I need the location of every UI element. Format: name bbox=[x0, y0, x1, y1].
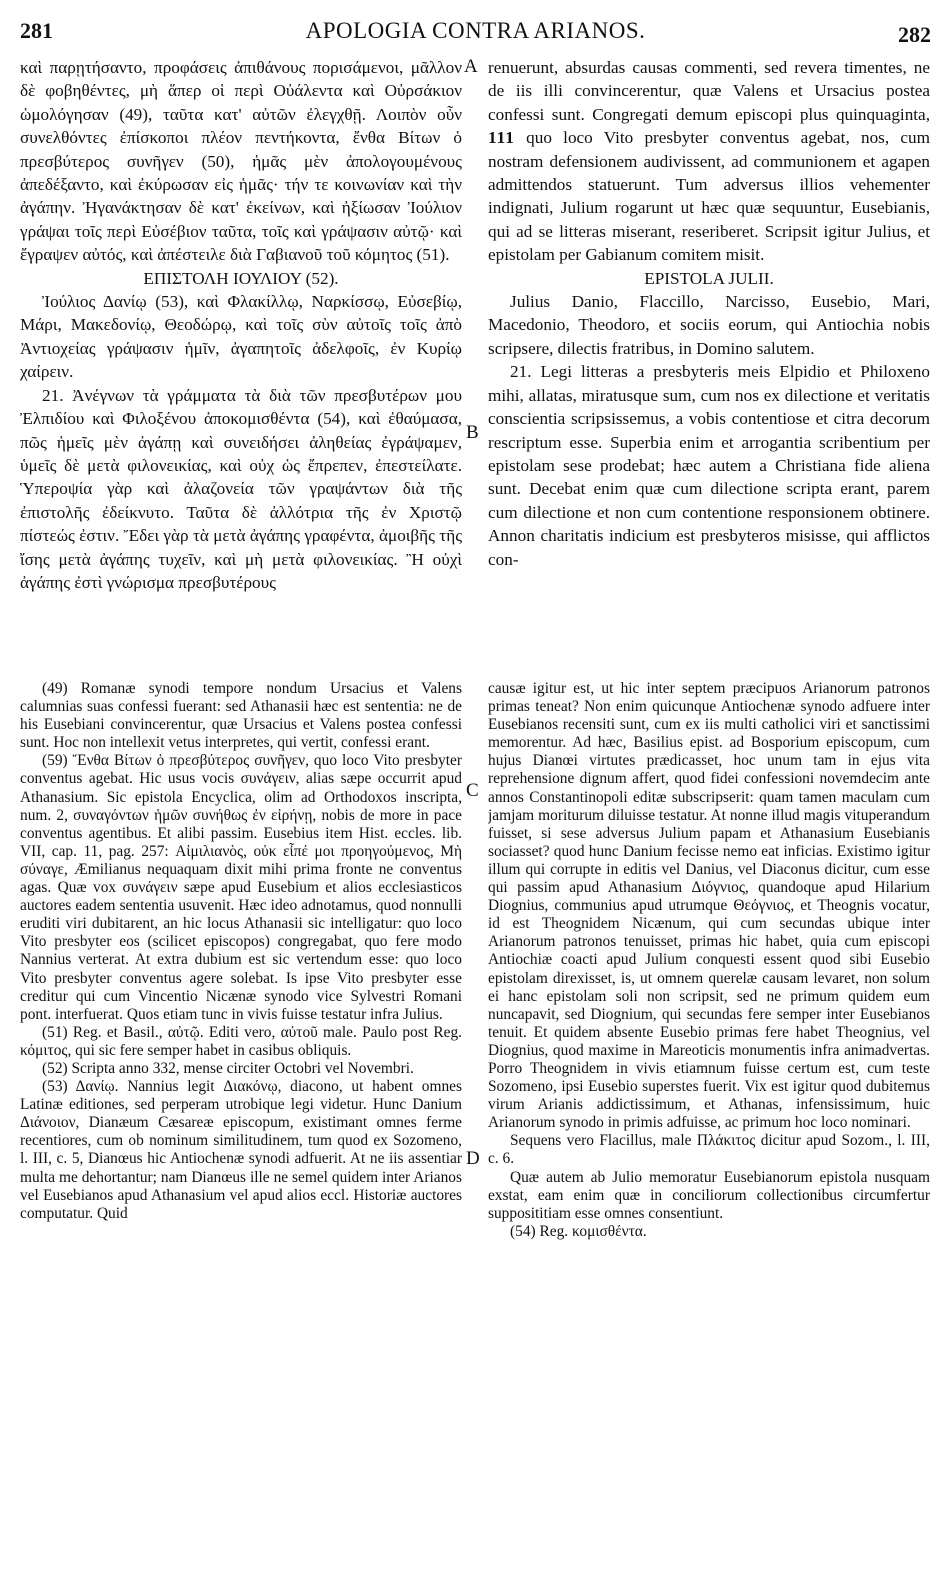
footnote-epistola: Quæ autem ab Julio memoratur Eusebianorum epistola nusquam exstat, eam enim quæ in conciliorum collectionibus circumfertur supposititiam esse omnes consentiunt. bbox=[488, 1168, 930, 1222]
footnote-50: (59) Ἔνθα Βίτων ὁ πρεσβύτερος συνῆγεν, quo loco Vito presbyter conventus agebat. Hic usus vocis συνάγειν, alias sæpe occurrit apud Athanasium. Sic epistola Encyclica, olim ad Orthodoxos inscripta, num. 2, συναγόντων ἡμῶν συνήθως ἐν εἰρήνῃ, nobis de more in pace conventus agentibus. Et alibi passim. Eusebius item Hist. eccles. lib. VII, cap. 11, pag. 257: Αἰμιλιανὸς, οὐκ εἶπέ μοι προηγούμενος, Μὴ σύναγε, Æmilianus nequaquam dixit mihi prima fronte ne conventus agas. Quæ vox συνάγειν sæpe apud Eusebium et alios ecclesiasticos auctores eadem sententia usuvenit. Hæc ideo adnotamus, quod nonnulli eruditi viri dubitarent, an hic locus Athanasii sic intelligatur: quo loco Vito presbyter eos (scilicet episcopos) congregabat, quo fere modo Nannius verterat. At extra dubium est sic vertendum esse: quo loco Vito presbyter conventus agere solebat. Is ipse Vito presbyter esse creditur qui cum Vincentio Nicænæ synodo vice Sylvestri Romani pont. interfuerat. Quos etiam tunc in vivis fuisse testatur infra Julius. bbox=[20, 752, 462, 1023]
greek-epistle-heading: ΕΠΙΣΤΟΛΗ ΙΟΥΛΙΟΥ (52). bbox=[143, 268, 339, 288]
latin-paragraph-1-start: renuerunt, absurdas causas commenti, sed revera timentes, ne de iis illi convincerentur, quæ Valens et Ursacius postea confessi sunt. Congregati demum episcopi plus quinquaginta, bbox=[488, 58, 930, 124]
greek-paragraph-3: 21. Ἀνέγνων τὰ γράμματα τὰ διὰ τῶν πρεσβυτέρων μου Ἐλπιδίου καὶ Φιλοξένου ἀποκομισθέντα (54), καὶ ἐθαύμασα, πῶς ἡμεῖς μὲν ἀγάπῃ καὶ συνειδήσει ἀληθείας ἐγράψαμεν, ὑμεῖς δὲ μετὰ φιλονεικίας, καὶ οὐχ ὡς ἔπρεπεν, ἐπεστείλατε. Ὑπεροψία γὰρ καὶ ἀλαζονεία τῶν γραψάντων διὰ τῆς ἐπιστολῆς ἐδείκνυτο. Ταῦτα δὲ ἀλλότρια τῆς ἐν Χριστῷ πίστεώς ἐστιν. Ἔδει γὰρ τὰ μετὰ ἀγάπης γραφέντα, ἀμοιβῆς τῆς ἴσης μετὰ ἀγάπης τυχεῖν, καὶ μὴ μετὰ φιλονεικίας. Ἢ οὐχὶ ἀγάπης ἐστὶ γνώρισμα πρεσβυτέρους bbox=[20, 385, 462, 592]
greek-paragraph-2: Ἰούλιος Δανίῳ (53), καὶ Φλακίλλῳ, Ναρκίσσῳ, Εὐσεβίῳ, Μάρι, Μακεδονίῳ, Θεοδώρῳ, καὶ τοῖς σὺν αὐτοῖς τοῖς ἀπὸ Ἀντιοχείας γράψασιν ἡμῖν, ἀγαπητοῖς ἀδελφοῖς, ἐν Κυρίῳ χαίρειν. bbox=[20, 292, 462, 382]
footnote-51: (51) Reg. et Basil., αὐτῷ. Editi vero, αὐτοῦ male. Paulo post Reg. κόμιτος, qui sic fere semper habet in casibus obliquis. bbox=[20, 1023, 462, 1059]
latin-epistle-heading: EPISTOLA JULII. bbox=[644, 268, 774, 288]
latin-column bbox=[488, 56, 930, 571]
running-header bbox=[20, 18, 931, 48]
margin-marker-d: D bbox=[466, 1148, 480, 1169]
latin-paragraph-2: Julius Danio, Flaccillo, Narcisso, Eusebio, Mari, Macedonio, Theodoro, et sociis eorum, qui Antiochia nobis scripsere, dilectis fratribus, in Domino salutem. bbox=[488, 292, 930, 358]
greek-column bbox=[20, 56, 462, 594]
section-number: 111 bbox=[488, 128, 515, 148]
running-title: APOLOGIA CONTRA ARIANOS. bbox=[305, 18, 646, 43]
footnote-53: (53) Δανίῳ. Nannius legit Διακόνῳ, diacono, ut habent omnes Latinæ editiones, sed perperam utrobique legi videtur. Hunc Danium Διάνοιον, Dianæum Cæsareæ episcopum, existimant omnes ferme recentiores, cum ob nominum similitudinem, tum quod ex Sozomeno, l. III, c. 5, Dianœus hic Antiochenæ synodi adfuerit. At ne iis assentiar multa me dehortantur; nam Dianœus ille ne semel quidem inter Arianos vel Eusebianos apud Athanasium vel apud alios eccl. Historiæ auctores computatur. Quid bbox=[20, 1078, 462, 1222]
latin-paragraph-1 bbox=[488, 56, 930, 267]
footnotes-left bbox=[20, 680, 462, 1223]
page-number-right: 282 bbox=[898, 22, 931, 47]
footnotes-right bbox=[488, 680, 930, 1241]
footnote-54: (54) Reg. κομισθέντα. bbox=[510, 1222, 647, 1240]
margin-marker-b: B bbox=[466, 422, 479, 443]
latin-paragraph-3: 21. Legi litteras a presbyteris meis Elpidio et Philoxeno mihi, allatas, miratusque sum, cum nos ex dilectione et veritatis conscientia scripsissemus, a vobis contentiose et citra decorum rescriptum esse. Superbia enim et arrogantia scribentium per epistolam sese prodebat; hæc autem a Christiana fide aliena sunt. Decebat enim quæ cum dilectione scripta erant, parem cum dilectione et non cum contentione responsionem obtinere. Annon charitatis indicium est presbyteros misisse, qui afflictos con- bbox=[488, 362, 930, 569]
margin-marker-c: C bbox=[466, 780, 479, 801]
footnote-53-continued: causæ igitur est, ut hic inter septem præcipuos Arianorum patronos primas teneat? Non enim quicunque Antiochenæ synodo adfuere inter Eusebianos recensiti sunt, cum ex iis multi catholici viri et sanctissimi memorentur. Ad hæc, Basilius epist. ad Bosporium episcopum, cum hujus Dianœi virtutes prædicasset, hoc unum tam in ejus vita reprehensione dignum affert, quod fidei confessioni novemdecim ante annos Constantinopoli editæ subscripserit: quam tamen maculam cum jamjam moriturum diluisse testatur. At nonne illud magis vituperandum fuisset, si sese adversus Julium papam et Athanasium Eusebianis sociasset? quod hunc Danium fecisse nemo eat inficias. Existimo igitur illum qui corrupte in editis vel Danius, vel Diaconus dicitur, cum esse qui passim apud Athanasium Διόγνιος, quandoque apud Hilarium Diognius, communius apud utrumque Θεόγνιος, et Theognis vocatur, id est Theognidem Nicænum, qui cum secundas ubique inter Arianorum patronos tenuisset, primas hic habet, quia cum episcopi Antiochiæ coacti apud Julium conquesti essent quod sibi Eusebio epistolam direxisset, is, ut omnem querelæ causam levaret, non solum ei hanc epistolam soli non scripsit, sed ne primum quidem eum nuncapavit, sed Diognium, qui secundas fere semper inter Eusebianos tenuit. Et quidem absente Eusebio primas fere habet Theognius, vel Diognius, quod maxime in Mareoticis monumentis infra animadvertas. Porro Theognidem in vivis etiamnum fuisse certum est, cum teste Sozomeno, ipsi Eusebio superstes fuerit. Vix est igitur quod dubitemus virum Arianis addictissimum, et Athanas, infensissimum, huic Arianorum synodo in primis adfuisse, ac primum hoc loco nominari. bbox=[488, 680, 930, 1132]
page-number-left: 281 bbox=[20, 18, 53, 43]
footnote-49: (49) Romanæ synodi tempore nondum Ursacius et Valens calumnias suas confessi fuerant: sed Athanasii hæc est sententia: ne de his Eusebiani convincerentur, quæ Ursacius et Valens postea confessi sunt. Hoc non intellexit vetus interpretes, qui vertit, confessi erant. bbox=[20, 680, 462, 752]
footnote-52: (52) Scripta anno 332, mense circiter Octobri vel Novembri. bbox=[42, 1059, 414, 1077]
footnote-flacillus: Sequens vero Flacillus, male Πλάκιτος dicitur apud Sozom., l. III, c. 6. bbox=[488, 1132, 930, 1168]
greek-paragraph-1: καὶ παρῃτήσαντο, προφάσεις ἀπιθάνους πορισάμενοι, μᾶλλον δὲ φοβηθέντες, μὴ ἅπερ οἱ περὶ Οὐάλεντα καὶ Οὐρσάκιον ὡμολόγησαν (49), ταῦτα κατ' αὐτῶν ἐλεγχθῇ. Λοιπὸν οὖν συνελθόντες ἐπίσκοποι πλέον πεντήκοντα, ἔνθα Βίτων ὁ πρεσβύτερος συνῆγεν (50), ἡμᾶς μὲν ἀπολογουμένους ἀπεδέξαντο, καὶ ἐκύρωσαν εἰς ἡμᾶς· τήν τε κοινωνίαν καὶ τὴν ἀγάπην. Ἠγανάκτησαν δὲ κατ' ἐκείνων, καὶ ἠξίωσαν Ἰούλιον γράψαι τοῖς περὶ Εὐσέβιον ταῦτα, τοῖς καὶ γράψασιν αὐτῷ· καὶ ἔγραψεν αὐτός, καὶ ἀπέστειλε διὰ Γαβιανοῦ τοῦ κόμητος (51). bbox=[20, 58, 462, 265]
margin-marker-a: A bbox=[464, 56, 478, 77]
latin-paragraph-1-end: quo loco Vito presbyter conventus agebat, nos, cum nostram defensionem audivissent, ad communionem et agapen admittendos statuerunt. Tum adversus illios vehementer indignati, Julium rogarunt ut hæc quæ sequuntur, Eusebianis, qui ad se litteras miserant, reseriberet. Scripsit igitur Julius, et epistolam per Gabianum comitem misit. bbox=[488, 128, 930, 265]
